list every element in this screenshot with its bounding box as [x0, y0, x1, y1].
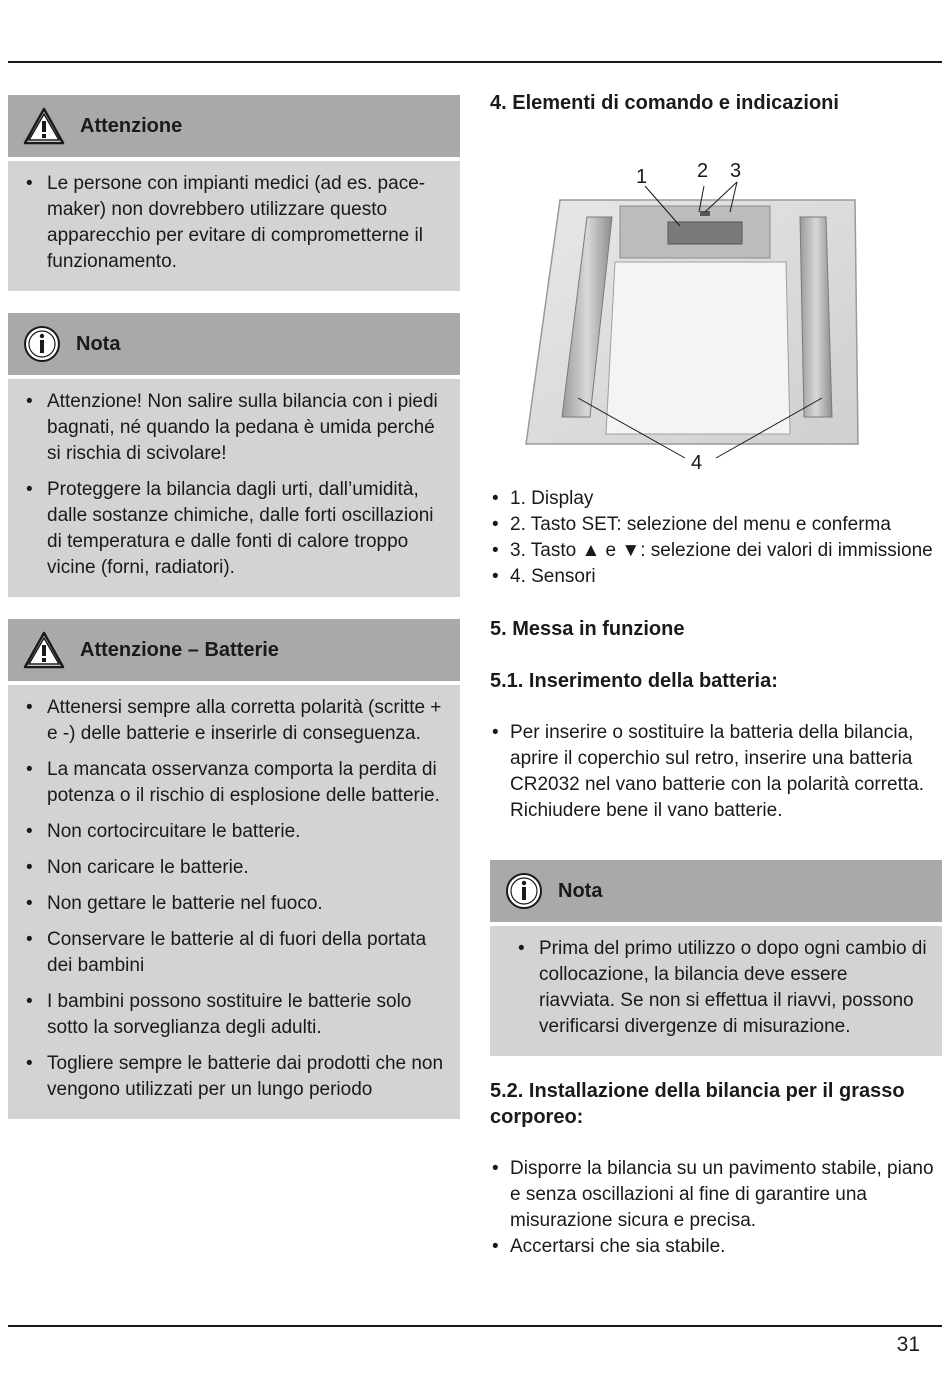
list-item: • I bambini possono sostituire le batterie solo sotto la sorveglianza degli adulti.	[22, 989, 446, 1041]
list-item: • 3. Tasto ▲ e ▼: selezione dei valori di immissione	[490, 538, 942, 564]
list-item: • Proteggere la bilancia dagli urti, dall’umidità, dalle sostanze chimiche, dalle forti oscillazioni di temperatura e dalle fonti di calore troppo vicine (forni, radiatori).	[22, 477, 446, 581]
warning-header	[8, 619, 460, 685]
list-item: • Attenzione! Non salire sulla bilancia con i piedi bagnati, né quando la pedana è umida perché si rischia di scivolare!	[22, 389, 446, 467]
list-item: • Prima del primo utilizzo o dopo ogni cambio di collocazione, la bilancia deve essere riavviata. Se non si effettua il riavvi, possono verificarsi divergenze di misurazione.	[514, 936, 928, 1040]
list-item: • Per inserire o sostituire la batteria della bilancia, aprire il coperchio sul retro, inserire una batteria CR2032 nel vano batterie con la polarità corretta. Richiudere bene il vano batterie.	[490, 720, 942, 824]
list-item: • Conservare le batterie al di fuori della portata dei bambini	[22, 927, 446, 979]
list-item: • Attenersi sempre alla corretta polarità (scritte + e -) delle batterie e inserirle di conseguenza.	[22, 695, 446, 747]
list-item: • Togliere sempre le batterie dai prodotti che non vengono utilizzati per un lungo periodo	[22, 1051, 446, 1103]
left-column	[8, 95, 460, 1141]
list-item: • Disporre la bilancia su un pavimento stabile, piano e senza oscillazioni al fine di garantire una misurazione sicura e precisa.	[490, 1156, 942, 1234]
figure-label-1: 1	[636, 166, 648, 188]
list-item: • Accertarsi che sia stabile.	[490, 1234, 942, 1260]
list-item: • 1. Display	[490, 486, 942, 512]
scale-figure	[490, 122, 942, 478]
warning-header	[8, 95, 460, 161]
warning-title: Attenzione – Batterie	[80, 638, 279, 661]
warning-triangle-icon	[22, 106, 66, 146]
list-item: • 4. Sensori	[490, 564, 942, 590]
note-box-safety	[8, 313, 460, 597]
figure-label-3: 3	[730, 160, 742, 182]
top-rule	[8, 61, 942, 63]
list-item: • 2. Tasto SET: selezione del menu e conferma	[490, 512, 942, 538]
section-5-heading: 5. Messa in funzione	[490, 618, 685, 640]
list-item: • Non caricare le batterie.	[22, 855, 446, 881]
right-sensor	[800, 217, 832, 417]
note-header	[8, 313, 460, 379]
warning-triangle-icon	[22, 630, 66, 670]
center-plate	[606, 262, 790, 434]
battery-list	[490, 720, 942, 824]
bottom-rule	[8, 1325, 942, 1327]
section-4-heading: 4. Elementi di comando e indicazioni	[490, 92, 839, 114]
info-icon	[22, 324, 62, 364]
page-number: 31	[896, 1333, 920, 1356]
list-item: • Non cortocircuitare le batterie.	[22, 819, 446, 845]
controls-list	[490, 486, 942, 590]
figure-label-2: 2	[697, 160, 709, 182]
installation-list	[490, 1156, 942, 1260]
note-header	[490, 860, 942, 926]
note-box-restart	[490, 860, 942, 1056]
list-item: • Non gettare le batterie nel fuoco.	[22, 891, 446, 917]
note-body	[8, 379, 460, 597]
warning-title: Attenzione	[80, 114, 183, 137]
right-column	[490, 90, 942, 1260]
section-5-1-heading: 5.1. Inserimento della batteria:	[490, 670, 778, 692]
scale-diagram	[490, 122, 942, 478]
warning-box-batteries	[8, 619, 460, 1119]
warning-body	[8, 161, 460, 291]
note-title: Nota	[558, 879, 603, 902]
section-5-2-heading: 5.2. Installazione della bilancia per il grasso corporeo:	[490, 1080, 905, 1128]
list-item: • Le persone con impianti medici (ad es. pace-maker) non dovrebbero utilizzare questo apparecchio per evitare di comprometterne il funzionamento.	[22, 171, 446, 275]
note-body	[490, 926, 942, 1056]
warning-body	[8, 685, 460, 1119]
info-icon	[504, 871, 544, 911]
warning-box-medical	[8, 95, 460, 291]
list-item: • La mancata osservanza comporta la perdita di potenza o il rischio di esplosione delle batterie.	[22, 757, 446, 809]
note-title: Nota	[76, 332, 121, 355]
figure-label-4: 4	[691, 452, 703, 474]
